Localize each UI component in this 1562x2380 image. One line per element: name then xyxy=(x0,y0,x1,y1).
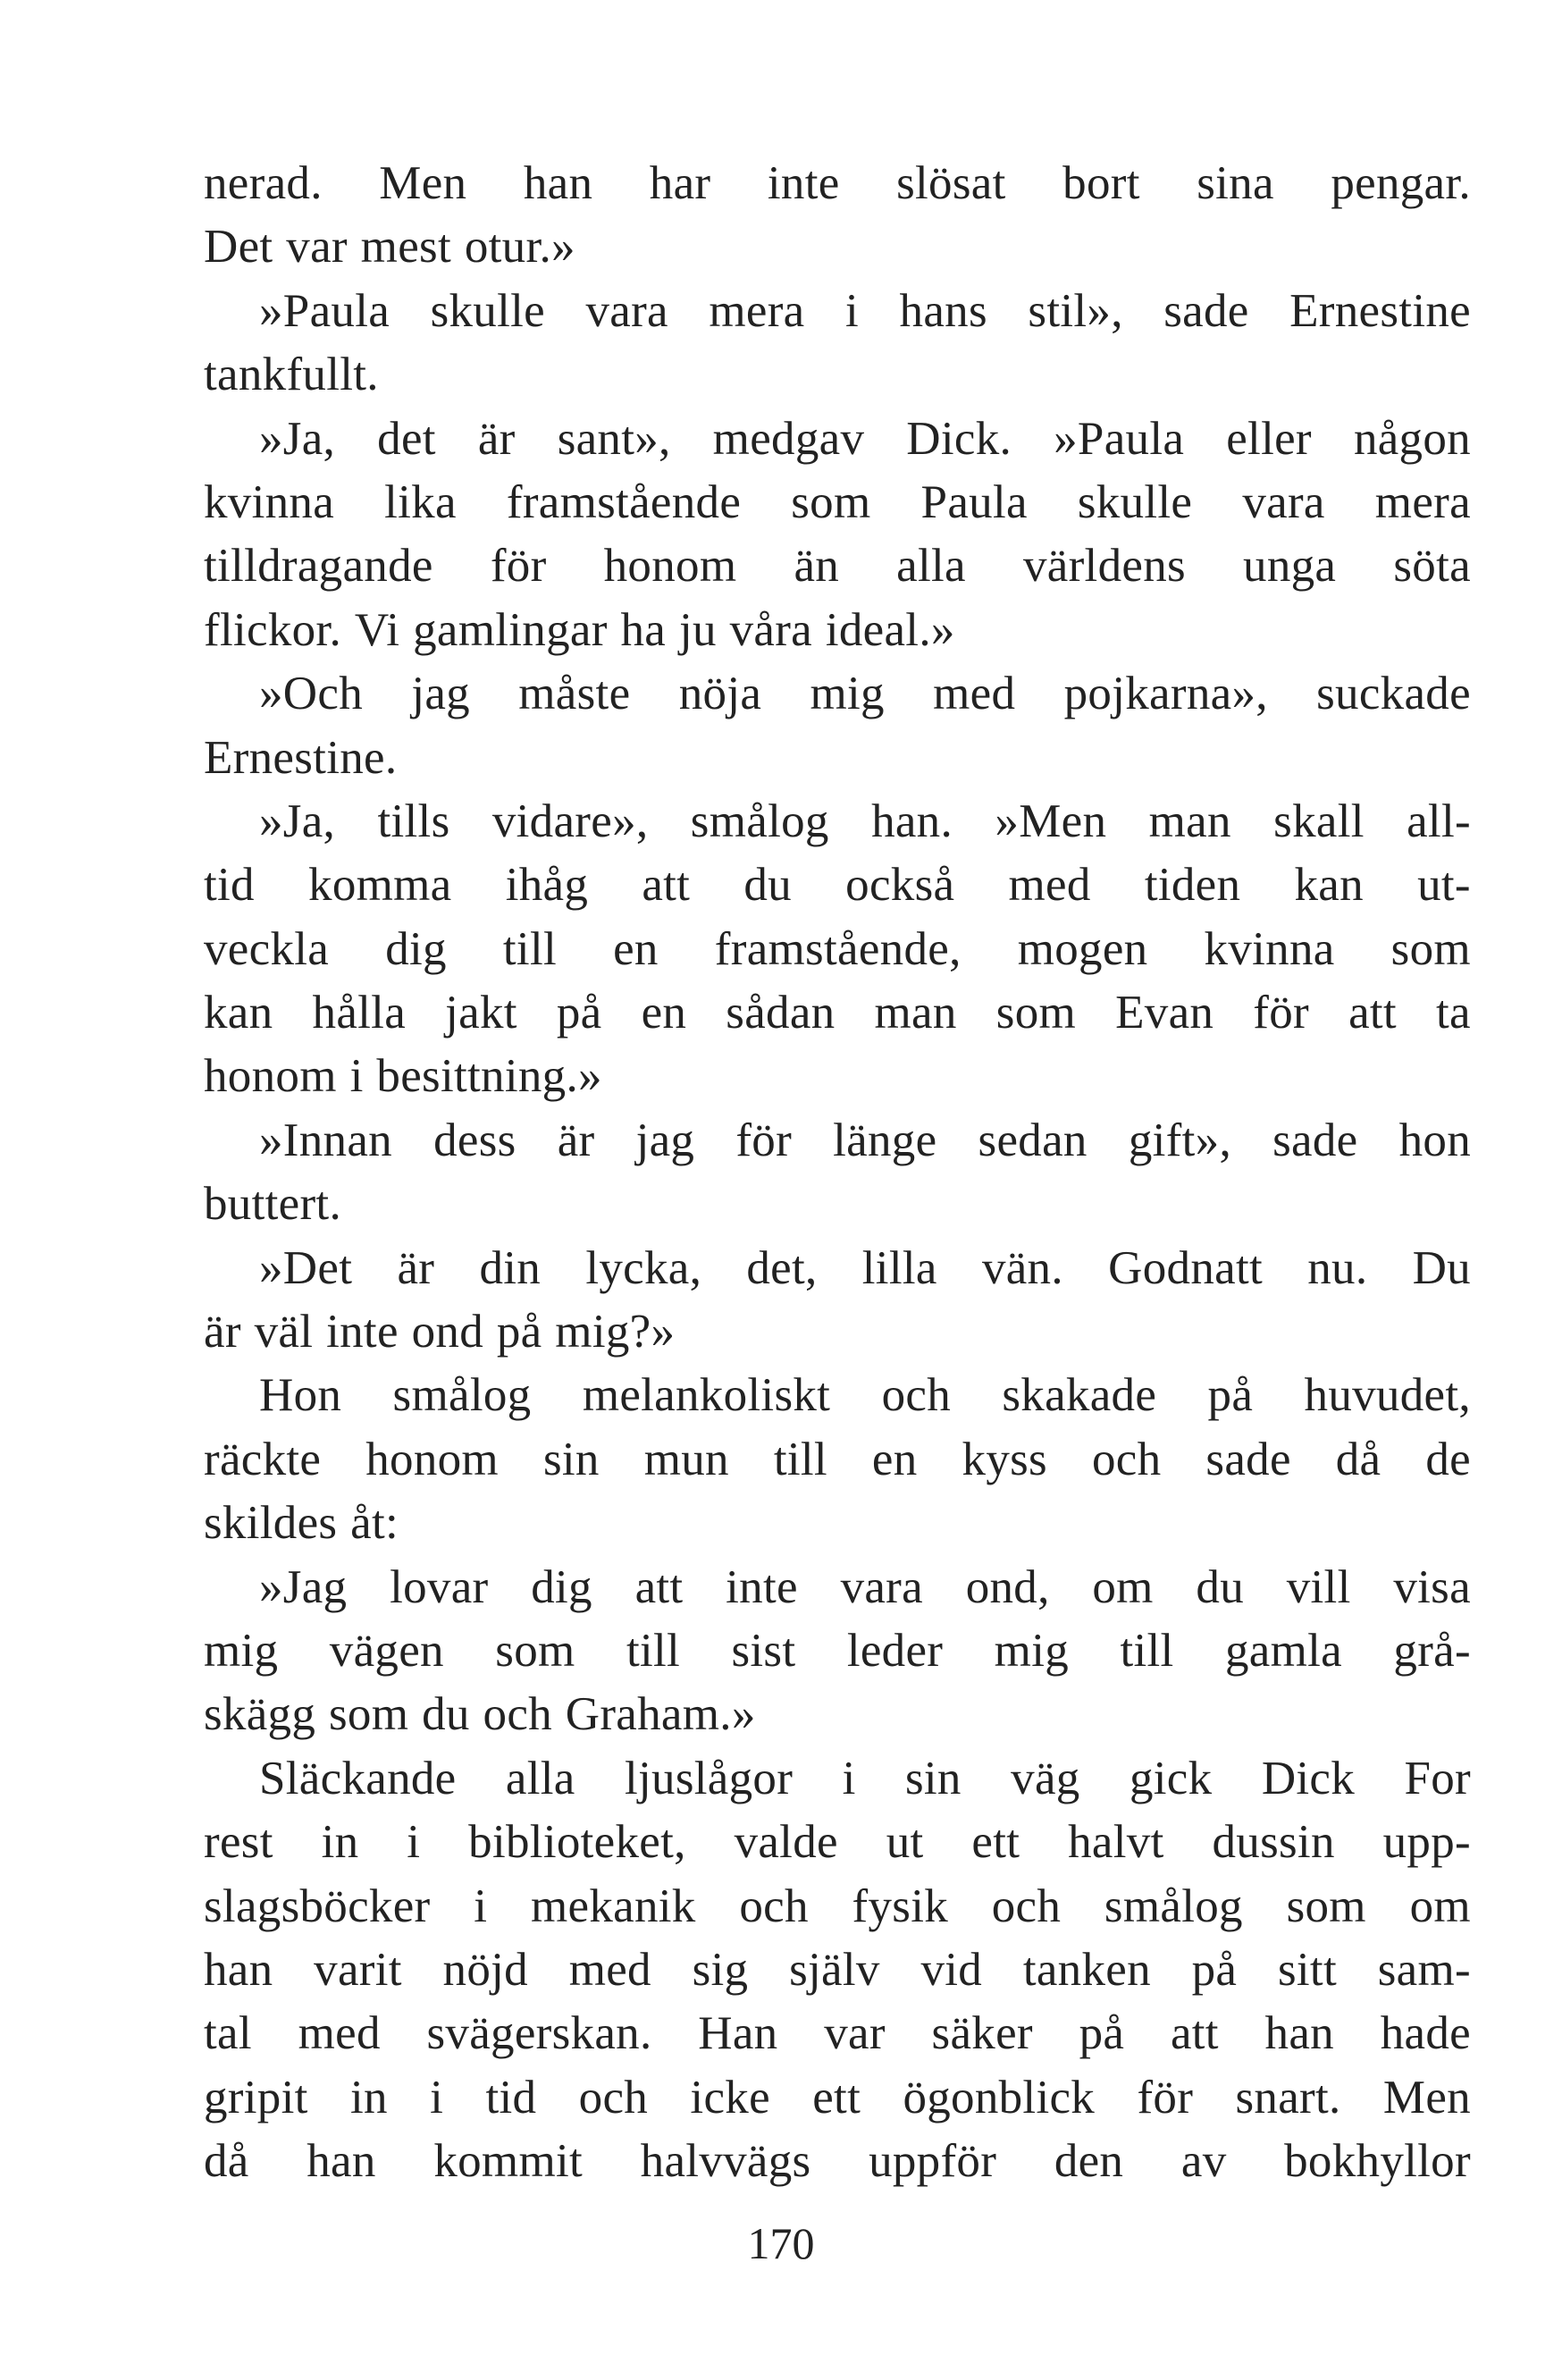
word: Godnatt xyxy=(1108,1241,1263,1294)
word: Graham.» xyxy=(565,1688,756,1741)
word: »Jag xyxy=(259,1560,348,1613)
word: »Ja, xyxy=(259,412,336,465)
word: med xyxy=(298,2007,381,2060)
word: är xyxy=(557,1114,595,1166)
word: den xyxy=(1054,2135,1124,2188)
word: mera xyxy=(709,284,805,337)
word: och xyxy=(881,1369,952,1422)
word: snart. xyxy=(1235,2071,1341,2123)
word: för xyxy=(1137,2071,1194,2123)
word: gripit xyxy=(204,2071,308,2123)
word: jag xyxy=(635,1114,695,1166)
word: tills xyxy=(377,795,450,847)
word: medgav xyxy=(712,412,865,465)
word: och xyxy=(739,1880,809,1932)
word: och xyxy=(483,1688,552,1741)
word: räckte xyxy=(204,1433,322,1485)
word: uppför xyxy=(869,2135,997,2188)
word: For xyxy=(1404,1752,1471,1804)
word: du xyxy=(422,1688,470,1741)
word: söta xyxy=(1393,540,1471,593)
word: skall xyxy=(1273,795,1365,847)
text-line xyxy=(204,1556,1471,1619)
word: Evan xyxy=(1115,987,1214,1039)
word: någon xyxy=(1353,412,1471,465)
word: honom xyxy=(603,540,737,593)
word: jakt xyxy=(445,987,517,1039)
word: själv xyxy=(789,1943,880,1996)
word: som xyxy=(1286,1880,1366,1932)
word: väg xyxy=(1011,1752,1080,1804)
word: att xyxy=(634,1560,684,1613)
word: tanken xyxy=(1022,1943,1151,1996)
word: all- xyxy=(1407,795,1471,847)
word: för xyxy=(735,1114,793,1166)
word: han xyxy=(523,157,593,209)
text-line xyxy=(204,1428,1471,1492)
word: Ernestine. xyxy=(204,731,398,784)
word: Men xyxy=(1382,2071,1471,2123)
word: och xyxy=(1091,1433,1162,1485)
word: bokhyllor xyxy=(1284,2135,1471,2188)
word: med xyxy=(568,1943,651,1996)
word: är xyxy=(477,412,516,465)
text-line xyxy=(204,471,1471,534)
word: ett xyxy=(812,2071,861,2123)
word: flickor. xyxy=(204,603,341,656)
text-line xyxy=(204,2002,1471,2065)
word: skakade xyxy=(1002,1369,1157,1422)
word: han xyxy=(204,1943,273,1996)
word: också xyxy=(845,859,955,912)
word: kvinna xyxy=(204,475,335,528)
word: att xyxy=(642,859,691,912)
word: man xyxy=(874,987,957,1039)
word: »Men xyxy=(995,795,1107,847)
text-line xyxy=(204,854,1471,917)
word: ju xyxy=(678,603,717,656)
word: med xyxy=(933,668,1016,720)
word: det, xyxy=(746,1241,818,1294)
word: vara xyxy=(1242,475,1325,528)
word: Han xyxy=(698,2007,778,2060)
text-line xyxy=(204,280,1471,343)
word: »Paula xyxy=(259,284,390,337)
text-line xyxy=(204,1619,1471,1683)
word: kyss xyxy=(962,1433,1047,1485)
word: melankoliskt xyxy=(582,1369,831,1422)
word: i xyxy=(845,284,860,337)
word: mekanik xyxy=(531,1880,696,1932)
word: skulle xyxy=(1077,475,1193,528)
word: dussin xyxy=(1212,1816,1335,1869)
word: honom xyxy=(204,1050,337,1103)
word: i xyxy=(349,1050,364,1103)
word: och xyxy=(578,2071,649,2123)
word: besittning.» xyxy=(376,1050,602,1103)
word: som xyxy=(495,1624,575,1677)
word: sin xyxy=(904,1752,962,1804)
word: om xyxy=(1092,1560,1154,1613)
word: på xyxy=(1207,1369,1254,1422)
word: man xyxy=(1148,795,1231,847)
word: till xyxy=(1120,1624,1174,1677)
word: icke xyxy=(690,2071,770,2123)
word: Dick. xyxy=(906,412,1012,465)
word: veckla xyxy=(204,922,330,975)
word: ut xyxy=(886,1816,924,1869)
word: visa xyxy=(1393,1560,1471,1613)
word: mera xyxy=(1374,475,1471,528)
word: mig xyxy=(204,1624,279,1677)
word: unga xyxy=(1243,540,1337,593)
word: svägerskan. xyxy=(426,2007,652,2060)
word: mun xyxy=(643,1433,729,1485)
word: som xyxy=(1390,922,1471,975)
word: en xyxy=(613,922,659,975)
word: är xyxy=(204,1306,241,1358)
word: suckade xyxy=(1316,668,1471,720)
word: inte xyxy=(767,157,840,209)
word: halvt xyxy=(1068,1816,1164,1869)
word: lovar xyxy=(390,1560,489,1613)
word: alla xyxy=(896,540,966,593)
text-line xyxy=(204,727,1471,790)
page-number: 170 xyxy=(747,2218,815,2268)
word: sedan xyxy=(978,1114,1088,1166)
word: rest xyxy=(204,1816,273,1869)
text-line xyxy=(204,1683,1471,1746)
word: leder xyxy=(846,1624,944,1677)
word: alla xyxy=(505,1752,575,1804)
word: huvudet, xyxy=(1304,1369,1471,1422)
word: bort xyxy=(1062,157,1140,209)
word: sitt xyxy=(1277,1943,1337,1996)
word: stil», xyxy=(1028,284,1123,337)
word: tiden xyxy=(1144,859,1241,912)
word: du xyxy=(743,859,792,912)
word: sig xyxy=(692,1943,749,1996)
text-line xyxy=(204,918,1471,981)
text-line xyxy=(204,1173,1471,1236)
word: ideal.» xyxy=(825,603,955,656)
text-line xyxy=(204,1875,1471,1938)
word: ut- xyxy=(1417,859,1471,912)
word: vägen xyxy=(329,1624,444,1677)
text-line xyxy=(204,1109,1471,1173)
word: fysik xyxy=(852,1880,949,1932)
word: »Det xyxy=(259,1241,353,1294)
word: mogen xyxy=(1017,922,1148,975)
word: sist xyxy=(731,1624,796,1677)
word: »Ja, xyxy=(259,795,336,847)
word: ett xyxy=(971,1816,1020,1869)
word: mig xyxy=(810,668,885,720)
word: pengar. xyxy=(1331,157,1471,209)
word: mig xyxy=(994,1624,1070,1677)
word: smålog xyxy=(1104,1880,1243,1932)
word: han xyxy=(307,2135,376,2188)
word: »Paula xyxy=(1054,412,1185,465)
word: smålog xyxy=(392,1369,532,1422)
word: med xyxy=(1008,859,1091,912)
word: kvinna xyxy=(1204,922,1335,975)
word: på xyxy=(1191,1943,1238,1996)
word: Paula xyxy=(920,475,1028,528)
word: framstående xyxy=(506,475,742,528)
word: tid xyxy=(204,859,255,912)
word: då xyxy=(1335,1433,1381,1485)
word: Hon xyxy=(259,1369,342,1422)
word: vän. xyxy=(981,1241,1063,1294)
word: på xyxy=(496,1306,542,1358)
text-line xyxy=(204,2130,1471,2193)
word: till xyxy=(502,922,558,975)
word: gick xyxy=(1129,1752,1213,1804)
word: Ernestine xyxy=(1289,284,1471,337)
word: på xyxy=(556,987,602,1039)
word: länge xyxy=(833,1114,937,1166)
word: för xyxy=(490,540,547,593)
word: som xyxy=(328,1688,409,1741)
word: Men xyxy=(379,157,467,209)
word: Dick xyxy=(1261,1752,1356,1804)
word: lilla xyxy=(861,1241,937,1294)
text-line xyxy=(204,534,1471,598)
word: slagsböcker xyxy=(204,1880,431,1932)
word: biblioteket, xyxy=(468,1816,686,1869)
word: vara xyxy=(585,284,668,337)
word: på xyxy=(1079,2007,1125,2060)
word: inte xyxy=(726,1560,798,1613)
word: din xyxy=(479,1241,542,1294)
word: in xyxy=(349,2071,388,2123)
word: Vi xyxy=(354,603,400,656)
word: om xyxy=(1409,1880,1471,1932)
text-line xyxy=(204,408,1471,471)
word: Släckande xyxy=(259,1752,457,1804)
word: dig xyxy=(531,1560,592,1613)
word: är xyxy=(397,1241,435,1294)
word: och xyxy=(991,1880,1062,1932)
text-line xyxy=(204,1811,1471,1874)
word: tid xyxy=(485,2071,537,2123)
text-line xyxy=(204,1300,1471,1364)
word: vid xyxy=(920,1943,983,1996)
word: kan xyxy=(204,987,273,1039)
word: mest xyxy=(360,221,451,273)
word: gift», xyxy=(1128,1114,1231,1166)
text-line xyxy=(204,1492,1471,1555)
word: ond xyxy=(411,1306,484,1358)
word: i xyxy=(407,1816,421,1869)
word: i xyxy=(474,1880,488,1932)
word: varit xyxy=(314,1943,402,1996)
word: har xyxy=(649,157,711,209)
text-line xyxy=(204,343,1471,407)
word: pojkarna», xyxy=(1063,668,1268,720)
word: måste xyxy=(518,668,631,720)
text-line xyxy=(204,981,1471,1045)
word: nu. xyxy=(1307,1241,1368,1294)
word: komma xyxy=(308,859,452,912)
word: in xyxy=(321,1816,359,1869)
word: sade xyxy=(1272,1114,1358,1166)
word: mig?» xyxy=(555,1306,676,1358)
word: han. xyxy=(871,795,953,847)
word: ond, xyxy=(965,1560,1050,1613)
word: »Innan xyxy=(259,1114,392,1166)
word: en xyxy=(641,987,687,1039)
word: åt: xyxy=(350,1497,399,1550)
word: sådan xyxy=(726,987,836,1039)
word: tal xyxy=(204,2007,252,2060)
word: hålla xyxy=(312,987,407,1039)
word: till xyxy=(626,1624,681,1677)
word: jag xyxy=(411,668,470,720)
word: ögonblick xyxy=(903,2071,1096,2123)
word: ha xyxy=(620,603,667,656)
word: grå- xyxy=(1393,1624,1471,1677)
word: sade xyxy=(1163,284,1249,337)
word: säker xyxy=(931,2007,1033,2060)
body-text xyxy=(204,152,1471,2194)
word: att xyxy=(1348,987,1397,1039)
word: för xyxy=(1253,987,1309,1039)
word: han xyxy=(1264,2007,1334,2060)
word: sant», xyxy=(557,412,671,465)
word: väl xyxy=(254,1306,314,1358)
word: nerad. xyxy=(204,157,323,209)
word: en xyxy=(871,1433,918,1485)
word: smålog xyxy=(690,795,829,847)
word: kommit xyxy=(433,2135,584,2188)
text-line xyxy=(204,152,1471,215)
word: gamlingar xyxy=(413,603,608,656)
word: sin xyxy=(542,1433,600,1485)
word: ta xyxy=(1436,987,1471,1039)
text-line xyxy=(204,599,1471,662)
word: hans xyxy=(899,284,987,337)
word: sam- xyxy=(1377,1943,1471,1996)
word: av xyxy=(1180,2135,1227,2188)
word: skulle xyxy=(430,284,545,337)
word: det xyxy=(377,412,436,465)
word: i xyxy=(430,2071,444,2123)
word: gamla xyxy=(1224,1624,1342,1677)
word: nöjd xyxy=(442,1943,528,1996)
word: världens xyxy=(1022,540,1186,593)
text-line xyxy=(204,1364,1471,1427)
word: halvvägs xyxy=(640,2135,811,2188)
word: än xyxy=(794,540,840,593)
word: Du xyxy=(1412,1241,1471,1294)
word: lycka, xyxy=(585,1241,702,1294)
word: i xyxy=(842,1752,856,1804)
word: skildes xyxy=(204,1497,338,1550)
text-line xyxy=(204,2066,1471,2130)
word: de xyxy=(1425,1433,1471,1485)
word: nöja xyxy=(678,668,762,720)
word: honom xyxy=(365,1433,499,1485)
word: ljuslågor xyxy=(624,1752,794,1804)
word: tankfullt. xyxy=(204,349,379,401)
word: ihåg xyxy=(505,859,589,912)
word: sina xyxy=(1197,157,1274,209)
word: hon xyxy=(1398,1114,1471,1166)
word: som xyxy=(791,475,871,528)
word: »Och xyxy=(259,668,363,720)
word: dess xyxy=(433,1114,516,1166)
text-line xyxy=(204,1237,1471,1300)
word: buttert. xyxy=(204,1178,341,1231)
word: att xyxy=(1170,2007,1219,2060)
word: framstående, xyxy=(714,922,962,975)
word: slösat xyxy=(896,157,1006,209)
word: Det xyxy=(204,221,273,273)
word: du xyxy=(1196,1560,1245,1613)
word: vidare», xyxy=(491,795,649,847)
word: kan xyxy=(1294,859,1364,912)
word: som xyxy=(995,987,1077,1039)
word: då xyxy=(204,2135,249,2188)
word: sade xyxy=(1205,1433,1291,1485)
word: dig xyxy=(385,922,447,975)
word: otur.» xyxy=(464,221,575,273)
word: valde xyxy=(734,1816,838,1869)
word: skägg xyxy=(204,1688,316,1741)
word: var xyxy=(824,2007,886,2060)
text-line xyxy=(204,215,1471,279)
text-line xyxy=(204,1045,1471,1108)
text-line xyxy=(204,1747,1471,1811)
word: var xyxy=(286,221,348,273)
word: eller xyxy=(1226,412,1312,465)
word: vara xyxy=(840,1560,923,1613)
word: inte xyxy=(326,1306,399,1358)
text-line xyxy=(204,662,1471,726)
word: upp- xyxy=(1382,1816,1471,1869)
word: våra xyxy=(729,603,812,656)
word: vill xyxy=(1286,1560,1351,1613)
text-line xyxy=(204,790,1471,854)
word: lika xyxy=(384,475,457,528)
word: hade xyxy=(1380,2007,1471,2060)
word: till xyxy=(773,1433,827,1485)
text-line xyxy=(204,1938,1471,2002)
word: tilldragande xyxy=(204,540,433,593)
